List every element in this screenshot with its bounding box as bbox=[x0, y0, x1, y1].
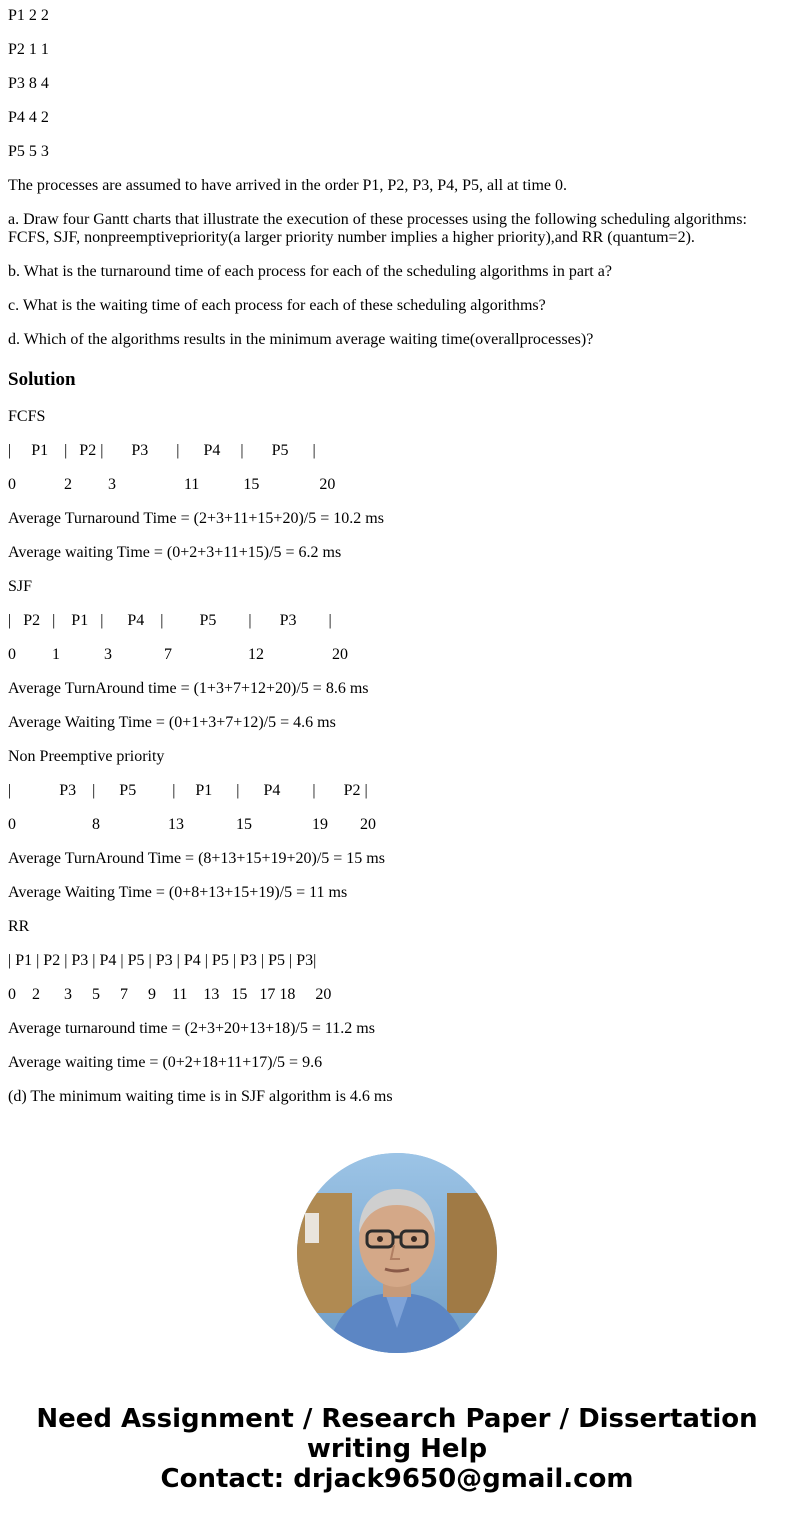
rr-title: RR bbox=[8, 918, 30, 935]
process-row-p3: P3 8 4 bbox=[8, 75, 49, 92]
solution-heading: Solution bbox=[8, 369, 76, 390]
rr-gantt-chart: | P1 | P2 | P3 | P4 | P5 | P3 | P4 | P5 | P3 | P5 | P3| bbox=[8, 952, 317, 969]
priority-title: Non Preemptive priority bbox=[8, 748, 165, 765]
question-c: c. What is the waiting time of each process for each of these scheduling algorithms? bbox=[8, 297, 546, 314]
sjf-gantt-chart: | P2 | P1 | P4 | P5 | P3 | bbox=[8, 612, 332, 629]
fcfs-gantt-times: 0 2 3 11 15 20 bbox=[8, 476, 336, 493]
fcfs-avg-waiting: Average waiting Time = (0+2+3+11+15)/5 = 6.2 ms bbox=[8, 544, 342, 561]
promo-line-1: Need Assignment / Research Paper / Dissertation bbox=[36, 1404, 758, 1434]
priority-avg-waiting: Average Waiting Time = (0+8+13+15+19)/5 = 11 ms bbox=[8, 884, 348, 901]
process-row-p5: P5 5 3 bbox=[8, 143, 49, 160]
process-row-p4: P4 4 2 bbox=[8, 109, 49, 126]
arrival-note: The processes are assumed to have arrived in the order P1, P2, P3, P4, P5, all at time 0. bbox=[8, 177, 567, 194]
conclusion: (d) The minimum waiting time is in SJF algorithm is 4.6 ms bbox=[8, 1088, 393, 1105]
rr-avg-turnaround: Average turnaround time = (2+3+20+13+18)/5 = 11.2 ms bbox=[8, 1020, 375, 1037]
promo-contact: Contact: drjack9650@gmail.com bbox=[160, 1464, 634, 1494]
sjf-gantt-times: 0 1 3 7 12 20 bbox=[8, 646, 348, 663]
promo-line-2: writing Help bbox=[306, 1434, 488, 1464]
process-row-p2: P2 1 1 bbox=[8, 41, 49, 58]
promo-banner bbox=[0, 1404, 794, 1494]
sjf-avg-waiting: Average Waiting Time = (0+1+3+7+12)/5 = 4.6 ms bbox=[8, 714, 336, 731]
priority-gantt-times: 0 8 13 15 19 20 bbox=[8, 816, 376, 833]
sjf-title: SJF bbox=[8, 578, 33, 595]
fcfs-gantt-chart: | P1 | P2 | P3 | P4 | P5 | bbox=[8, 442, 316, 459]
fcfs-title: FCFS bbox=[8, 408, 46, 425]
rr-avg-waiting: Average waiting time = (0+2+18+11+17)/5 = 9.6 bbox=[8, 1054, 323, 1071]
process-row-p1: P1 2 2 bbox=[8, 7, 49, 24]
priority-gantt-chart: | P3 | P5 | P1 | P4 | P2 | bbox=[8, 782, 368, 799]
question-d: d. Which of the algorithms results in the minimum average waiting time(overallprocesses)? bbox=[8, 331, 594, 348]
sjf-avg-turnaround: Average TurnAround time = (1+3+7+12+20)/5 = 8.6 ms bbox=[8, 680, 369, 697]
rr-gantt-times: 0 2 3 5 7 9 11 13 15 17 18 20 bbox=[8, 986, 332, 1003]
fcfs-avg-turnaround: Average Turnaround Time = (2+3+11+15+20)/5 = 10.2 ms bbox=[8, 510, 384, 527]
author-photo-illustration bbox=[297, 1153, 497, 1353]
question-b: b. What is the turnaround time of each process for each of the scheduling algorithms in part a? bbox=[8, 263, 612, 280]
author-photo bbox=[297, 1153, 497, 1353]
question-a: a. Draw four Gantt charts that illustrate the execution of these processes using the following scheduling algorithms: FCFS, SJF, nonpreemptivepriority(a larger priority number implies a higher priority),and RR (quantum=2). bbox=[8, 211, 747, 246]
priority-avg-turnaround: Average TurnAround Time = (8+13+15+19+20)/5 = 15 ms bbox=[8, 850, 385, 867]
